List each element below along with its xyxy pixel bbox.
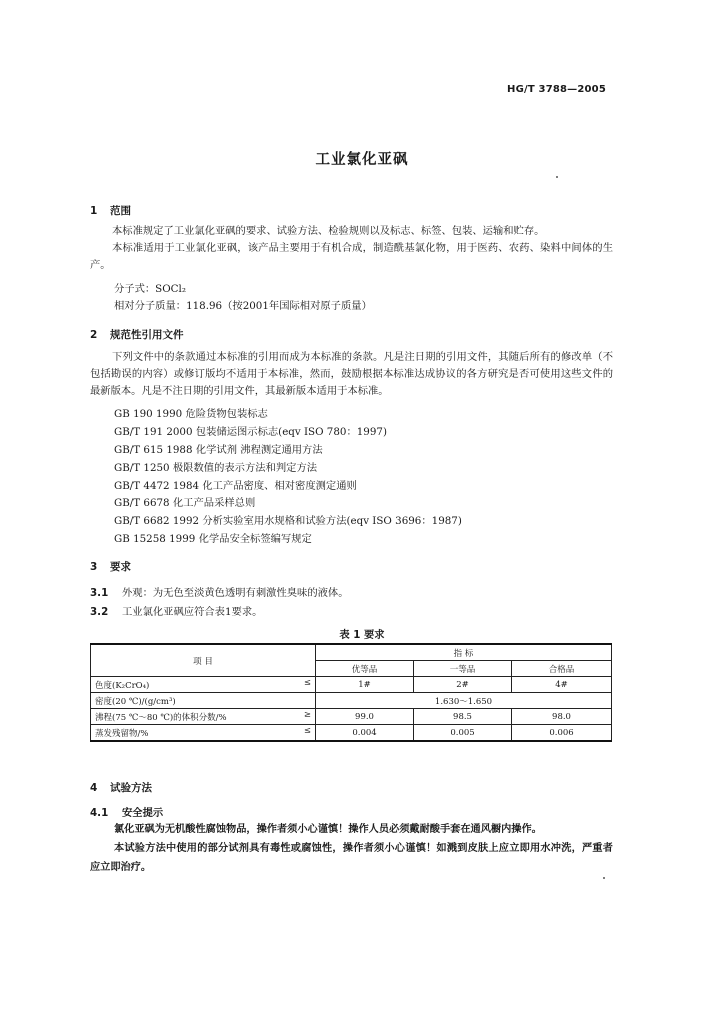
reference-item: GB/T 4472 1984 化工产品密度、相对密度测定通则 [114, 480, 357, 492]
reference-item: GB 15258 1999 化学品安全标签编写规定 [114, 533, 312, 545]
document-title: 工业氯化亚砜 [315, 152, 409, 168]
table-item-cell [91, 709, 316, 725]
references-intro: 下列文件中的条款通过本标准的引用而成为本标准的条款。凡是注日期的引用文件，其随后所有的修改单（不包括勘误的内容）或修订版均不适用于本标准，然而，鼓励根据本标准达成协议的各方研究是否可使用这些文件的最新版本。凡是不注日期的引用文件，其最新版本适用于本标准。 [90, 351, 613, 397]
table-value-cell: 98.5 [414, 709, 512, 725]
scope-paragraph-1: 本标准规定了工业氯化亚砜的要求、试验方法、检验规则以及标志、标签、包装、运输和贮存。 [112, 225, 545, 237]
reference-item: GB/T 191 2000 包装储运图示标志(eqv ISO 780：1997) [114, 426, 387, 438]
table-grade-header: 一等品 [414, 661, 512, 677]
section-title: 试验方法 [110, 782, 152, 794]
section-number: 4 [90, 782, 98, 794]
table-value-cell: 0.004 [316, 725, 414, 742]
section-number: 1 [90, 205, 98, 217]
table-value-cell: 2# [414, 677, 512, 693]
table-row [91, 709, 612, 725]
safety-paragraph-2: 本试验方法中使用的部分试剂具有毒性或腐蚀性，操作者须小心谨慎！如溅到皮肤上应立即用水冲洗，严重者应立即治疗。 [90, 843, 613, 873]
clause-heading: 安全提示 [122, 807, 164, 819]
table-item-header: 项 目 [91, 644, 316, 677]
reference-item: GB/T 6682 1992 分析实验室用水规格和试验方法(eqv ISO 3696：1987) [114, 515, 462, 527]
table-item-cell [91, 677, 316, 693]
clause-text: 外观：为无色至淡黄色透明有刺激性臭味的液体。 [122, 587, 349, 599]
item-name: 密度(20 ℃)/(g/cm³) [95, 696, 176, 707]
reference-item: GB/T 1250 极限数值的表示方法和判定方法 [114, 462, 318, 474]
table-item-cell [91, 725, 316, 742]
section-title: 规范性引用文件 [110, 329, 184, 341]
table-value-cell: 4# [512, 677, 612, 693]
table-index-header: 指 标 [316, 644, 612, 661]
comparison-symbol: ≥ [303, 710, 311, 720]
section-2-heading [90, 327, 184, 342]
table-value-cell: 1.630～1.650 [316, 693, 612, 709]
reference-item: GB/T 6678 化工产品采样总则 [114, 497, 256, 509]
reference-item: GB/T 615 1988 化学试剂 沸程测定通用方法 [114, 444, 323, 456]
table-grade-header: 优等品 [316, 661, 414, 677]
comparison-symbol: ≤ [303, 678, 311, 688]
table-value-cell: 1# [316, 677, 414, 693]
section-number: 2 [90, 329, 98, 341]
scan-speck [556, 176, 558, 178]
clause-3-1 [90, 584, 349, 599]
clause-number: 4.1 [90, 807, 109, 819]
table-row [91, 725, 612, 742]
safety-paragraph-1: 氯化亚砜为无机酸性腐蚀物品，操作者须小心谨慎！操作人员必须戴耐酸手套在通风橱内操作。 [114, 824, 542, 835]
clause-3-2 [90, 603, 262, 618]
table-item-cell [91, 693, 316, 709]
table-value-cell: 0.006 [512, 725, 612, 742]
section-title: 范围 [110, 205, 131, 217]
section-number: 3 [90, 561, 98, 573]
section-1-heading [90, 203, 131, 218]
requirements-table [90, 643, 612, 742]
reference-item: GB 190 1990 危险货物包装标志 [114, 408, 268, 420]
standard-code: HG/T 3788—2005 [507, 84, 606, 95]
table-value-cell: 98.0 [512, 709, 612, 725]
item-name: 沸程(75 ℃～80 ℃)的体积分数/% [95, 712, 227, 723]
comparison-symbol: ≤ [303, 726, 311, 736]
section-4-heading [90, 780, 152, 795]
clause-number: 3.1 [90, 587, 109, 599]
molecular-formula: 分子式：SOCl₂ [114, 283, 186, 295]
item-name: 蒸发残留物/% [95, 728, 149, 739]
section-3-heading [90, 559, 131, 574]
table-grade-header: 合格品 [512, 661, 612, 677]
table-row [91, 677, 612, 693]
scan-speck [603, 877, 605, 879]
table-value-cell: 0.005 [414, 725, 512, 742]
table-value-cell: 99.0 [316, 709, 414, 725]
item-name: 色度(K₂CrO₄) [95, 680, 150, 691]
scope-paragraph-2: 本标准适用于工业氯化亚砜，该产品主要用于有机合成，制造酰基氯化物，用于医药、农药、染料中间体的生产。 [90, 242, 613, 271]
clause-text: 工业氯化亚砜应符合表1要求。 [122, 606, 263, 618]
clause-number: 3.2 [90, 606, 109, 618]
table-1-title: 表 1 要求 [339, 629, 385, 641]
section-title: 要求 [110, 561, 131, 573]
clause-4-1 [90, 804, 163, 819]
molecular-mass: 相对分子质量：118.96（按2001年国际相对原子质量） [114, 300, 372, 312]
table-row [91, 693, 612, 709]
